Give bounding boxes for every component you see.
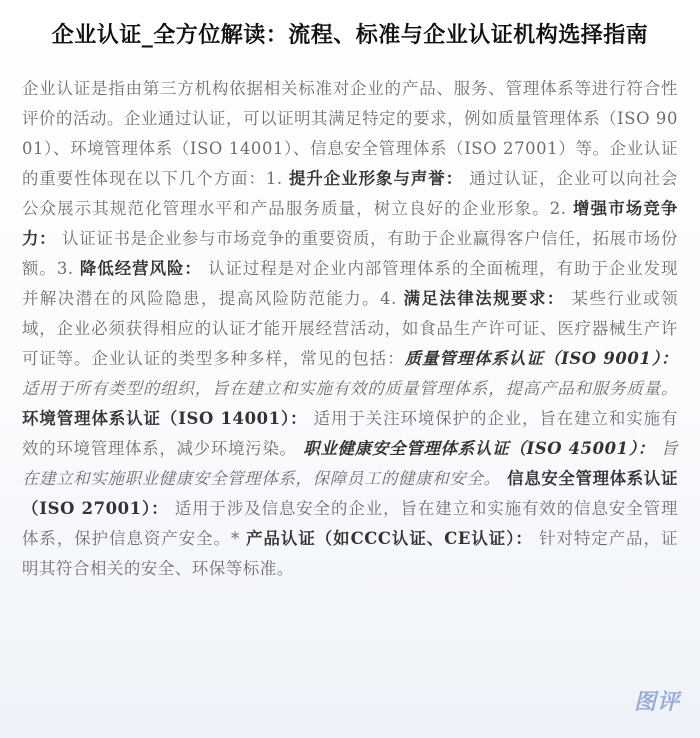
article-body: [22, 74, 678, 584]
type-4-text: 适用于涉及信息安全的企业，旨在建立和实施有效的信息安全管理体系，保护信息资产安全。*: [22, 499, 678, 548]
point-4-text: 某些行业或领域，企业必须获得相应的认证才能开展经营活动，如食品生产许可证、医疗器械生产许可证等。企业认证的类型多种多样，常见的包括：: [22, 289, 678, 368]
point-3-title: 降低经营风险：: [79, 259, 202, 278]
type-3-title: 职业健康安全管理体系认证（ISO 45001）：: [296, 439, 655, 458]
point-2-text: 认证证书是企业参与市场竞争的重要资质，有助于企业赢得客户信任，拓展市场份额。3.: [22, 229, 678, 278]
point-1-text: 通过认证，企业可以向社会公众展示其规范化管理水平和产品服务质量，树立良好的企业形象。2.: [22, 169, 678, 218]
type-1-title: 质量管理体系认证（ISO 9001）：: [404, 349, 678, 368]
intro-text: 企业认证是指由第三方机构依据相关标准对企业的产品、服务、管理体系等进行符合性评价的活动。企业通过认证，可以证明其满足特定的要求，例如质量管理体系（ISO 9001）、环境管理体系（ISO 14001）、信息安全管理体系（ISO 27001）等。企业认证的重要性体现在以下几个方面：1.: [22, 79, 678, 188]
type-4-title: 信息安全管理体系认证（ISO 27001）：: [22, 469, 678, 518]
type-5-title: 产品认证（如CCC认证、CE认证）：: [246, 529, 533, 548]
type-1-text: 适用于所有类型的组织，旨在建立和实施有效的质量管理体系，提高产品和服务质量。: [22, 379, 678, 398]
point-1-title: 提升企业形象与声誉：: [288, 169, 464, 188]
type-3-text: 旨在建立和实施职业健康安全管理体系，保障员工的健康和安全。: [22, 439, 678, 488]
page-title: 企业认证_全方位解读：流程、标准与企业认证机构选择指南: [51, 22, 649, 48]
watermark-logo: 图评: [633, 690, 680, 715]
point-4-title: 满足法律法规要求：: [403, 289, 565, 308]
point-2-title: 增强市场竞争力：: [22, 199, 678, 248]
type-2-title: 环境管理体系认证（ISO 14001）：: [22, 409, 308, 428]
point-3-text: 认证过程是对企业内部管理体系的全面梳理，有助于企业发现并解决潜在的风险隐患，提高风险防范能力。4.: [22, 259, 678, 308]
type-5-text: 针对特定产品，证明其符合相关的安全、环保等标准。: [22, 529, 678, 578]
type-2-text: 适用于关注环境保护的企业，旨在建立和实施有效的环境管理体系，减少环境污染。: [22, 409, 678, 458]
